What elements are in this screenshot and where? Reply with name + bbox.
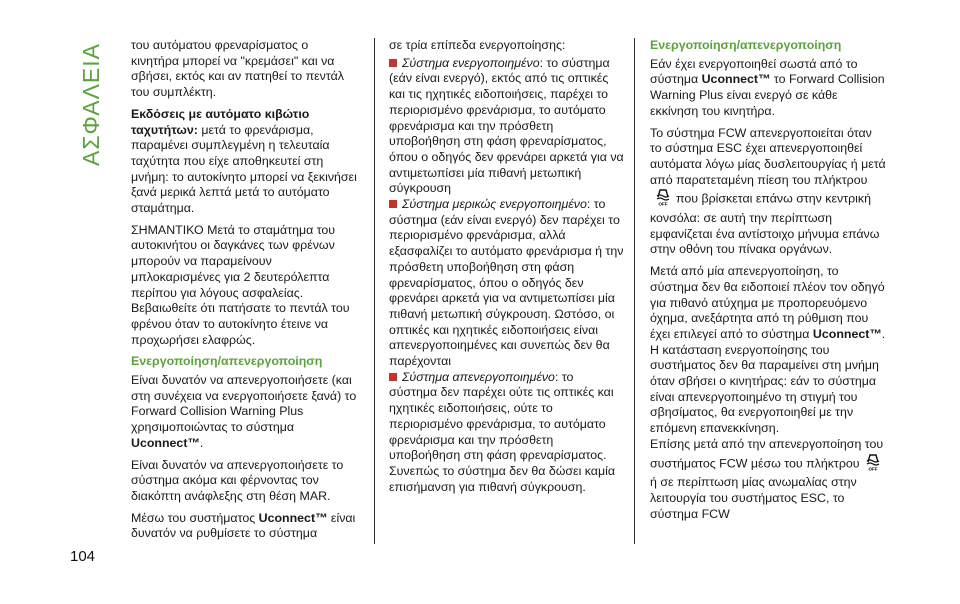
column-divider-2	[634, 38, 635, 544]
col3-p1-text: Εάν έχει ενεργοποιηθεί σωστά από το σύστημα	[650, 56, 858, 87]
col3-p2-text: Το σύστημα FCW απενεργοποιείται όταν το σύστημα ESC έχει απενεργοποιηθεί αυτόματα λόγω μίας δυσλειτουργίας ή μετά από παρατεταμένη πίεση του πλήκτρου	[650, 125, 886, 187]
col3-paragraph-5	[650, 437, 886, 523]
col3-p1-end: το Forward Collision Warning Plus είναι ενεργό σε κάθε εκκίνηση του κινητήρα.	[650, 72, 885, 118]
col1-p4-end: .	[199, 435, 204, 450]
level-item-enabled	[389, 56, 625, 197]
section-title: ΑΣΦΑΛΕΙΑ	[78, 42, 105, 166]
level-item-disabled	[389, 370, 625, 496]
col1-paragraph-1: του αυτόματου φρεναρίσματος ο κινητήρα μπορεί να "κρεμάσει" και να σβήσει, εκτός και αν πατηθεί το πεντάλ του συμπλέκτη.	[131, 38, 344, 100]
col3-p2-text-b: που βρίσκεται επάνω στην κεντρική κονσόλα: σε αυτή την περίπτωση εμφανίζεται ένα αντίστοιχο μήνυμα επάνω στην οθόνη του πίνακα οργάνων.	[650, 191, 880, 257]
column-2	[389, 38, 625, 495]
col3-p5-text-b: ή σε περίπτωση μίας ανωμαλίας στην λειτουργία του συστήματος ESC, το σύστημα FCW	[650, 475, 857, 521]
column-1	[131, 38, 359, 548]
level-enabled-title: Σύστημα ενεργοποιημένο	[402, 55, 540, 70]
svg-text:OFF: OFF	[658, 201, 668, 207]
level-enabled-text: : το σύστημα (εάν είναι ενεργό), εκτός από τις οπτικές και τις ηχητικές ειδοποιήσεις, παρέχει το περιορισμένο φρενάρισμα, το αυτόματο φρενάρισμα και την πρόσθετη υποβοήθηση στη φάση φρεναρίσματος, όπου ο οδηγός δεν φρενάρει αρκετά για να αντιμετωπίσει μία πιθανή μετωπική σύγκρουση	[389, 55, 624, 196]
red-square-bullet-icon	[389, 373, 397, 381]
col1-p6-end: είναι δυνατόν να ρυθμίσετε το σύστημα	[131, 510, 356, 541]
level-partial-title: Σύστημα μερικώς ενεργοποιημένο	[402, 197, 587, 212]
col1-important-note: ΣΗΜΑΝΤΙΚΟ Μετά το σταμάτημα του αυτοκινήτου οι δαγκάνες των φρένων μπορούν να παραμείνουν μπλοκαρισμένες για 2 δευτερόλεπτα περίπου για λόγους ασφαλείας. Βεβαιωθείτε ότι πατήσατε το πεντάλ του φρένου όταν το αυτοκίνητο έτεινε να προχωρήσει ελαφρώς.	[131, 222, 350, 347]
col1-paragraph-4	[131, 373, 359, 452]
automatic-gearbox-text: μετά το φρενάρισμα, παραμένει συμπλεγμένη η τελευταία ταχύτητα που είχε αποθηκευτεί στη μνήμη: το αυτοκίνητο μπορεί να ξεκινήσει ξανά μερικά λεπτά μετά το αυτόματο σταμάτημα.	[131, 122, 357, 216]
page-number: 104	[70, 548, 96, 565]
col1-paragraph-6	[131, 511, 359, 542]
col3-paragraph-1	[650, 57, 886, 120]
level-partial-text: : το σύστημα (εάν είναι ενεργό) δεν παρέχει το περιορισμένο φρενάρισμα, αλλά εξασφαλίζει το αυτόματο φρενάρισμα ή την πρόσθετη υποβοήθηση στη φάση φρεναρίσματος, όπου ο οδηγός δεν φρενάρει αρκετά για να αντιμετωπίσει μία πιθανή μετωπική σύγκρουση. Ωστόσο, οι οπτικές και ηχητικές ειδοποιήσεις είναι απενεργοποιημένες και συνεπώς δεν θα παρέχονται	[389, 197, 624, 369]
svg-text:OFF: OFF	[868, 466, 878, 471]
level-disabled-title: Σύστημα απενεργοποιημένο	[402, 369, 555, 384]
col3-p3-text: Μετά από μία απενεργοποίηση, το σύστημα δεν θα ειδοποιεί πλέον τον οδηγό για πιθανό ατύχημα με προπορευόμενο όχημα, ανεξάρτητα από τη ρύθμιση που έχει επιλεγεί από το σύστημα	[650, 264, 885, 341]
esc-off-button-icon	[655, 188, 671, 211]
uconnect-brand: Uconnect™	[258, 510, 328, 525]
column-divider-1	[374, 38, 375, 544]
col1-heading: Ενεργοποίηση/απενεργοποίηση	[131, 354, 323, 369]
col3-paragraph-3	[650, 264, 886, 343]
red-square-bullet-icon	[389, 59, 397, 67]
uconnect-brand: Uconnect™	[812, 326, 882, 341]
automatic-gearbox-label: Εκδόσεις με αυτόματο κιβώτιο ταχυτήτων:	[131, 106, 310, 137]
col1-p4-text: Είναι δυνατόν να απενεργοποιήσετε (και στη συνέχεια να ενεργοποιήσετε ξανά) το Forward Collision Warning Plus χρησιμοποιώντας το σύστημα	[131, 373, 357, 435]
col3-paragraph-4: Η κατάσταση ενεργοποίησης του συστήματος δεν θα παραμείνει στη μνήμη όταν σβήσει ο κινητήρας: εάν το σύστημα είναι απενεργοποιημένο τη στιγμή του σβησίματος, θα ενεργοποιηθεί με την επόμενη επανεκκίνηση.	[650, 342, 879, 436]
level-disabled-text: : το σύστημα δεν παρέχει ούτε τις οπτικές και ηχητικές ειδοποιήσεις, ούτε το περιορισμένο φρενάρισμα, το αυτόματο φρενάρισμα και την πρόσθετη υποβοήθηση στη φάση φρεναρίσματος. Συνεπώς το σύστημα δεν θα δώσει καμία επισήμανση για πιθανή σύγκρουση.	[389, 369, 616, 494]
column-3	[650, 38, 886, 528]
col1-p6-text: Μέσω του συστήματος	[131, 510, 259, 525]
section-title-vertical	[70, 34, 114, 174]
level-item-partial	[389, 197, 625, 370]
uconnect-brand: Uconnect™	[701, 72, 771, 87]
col3-p5-text: Επίσης μετά από την απενεργοποίηση του συστήματος FCW μέσω του πλήκτρου	[650, 436, 884, 471]
col3-paragraph-2	[650, 126, 886, 259]
col2-intro: σε τρία επίπεδα ενεργοποίησης:	[389, 38, 566, 52]
col1-paragraph-5: Είναι δυνατόν να απενεργοποιήσετε το σύστημα ακόμα και φέρνοντας τον διακόπτη ανάφλεξης στη θέση MAR.	[131, 457, 344, 503]
col1-paragraph-2	[131, 107, 359, 217]
col3-heading: Ενεργοποίηση/απενεργοποίηση	[650, 38, 842, 52]
red-square-bullet-icon	[389, 200, 397, 208]
uconnect-brand: Uconnect™	[131, 435, 200, 450]
col3-p3-end: .	[881, 326, 886, 341]
esc-off-button-icon	[865, 453, 881, 476]
